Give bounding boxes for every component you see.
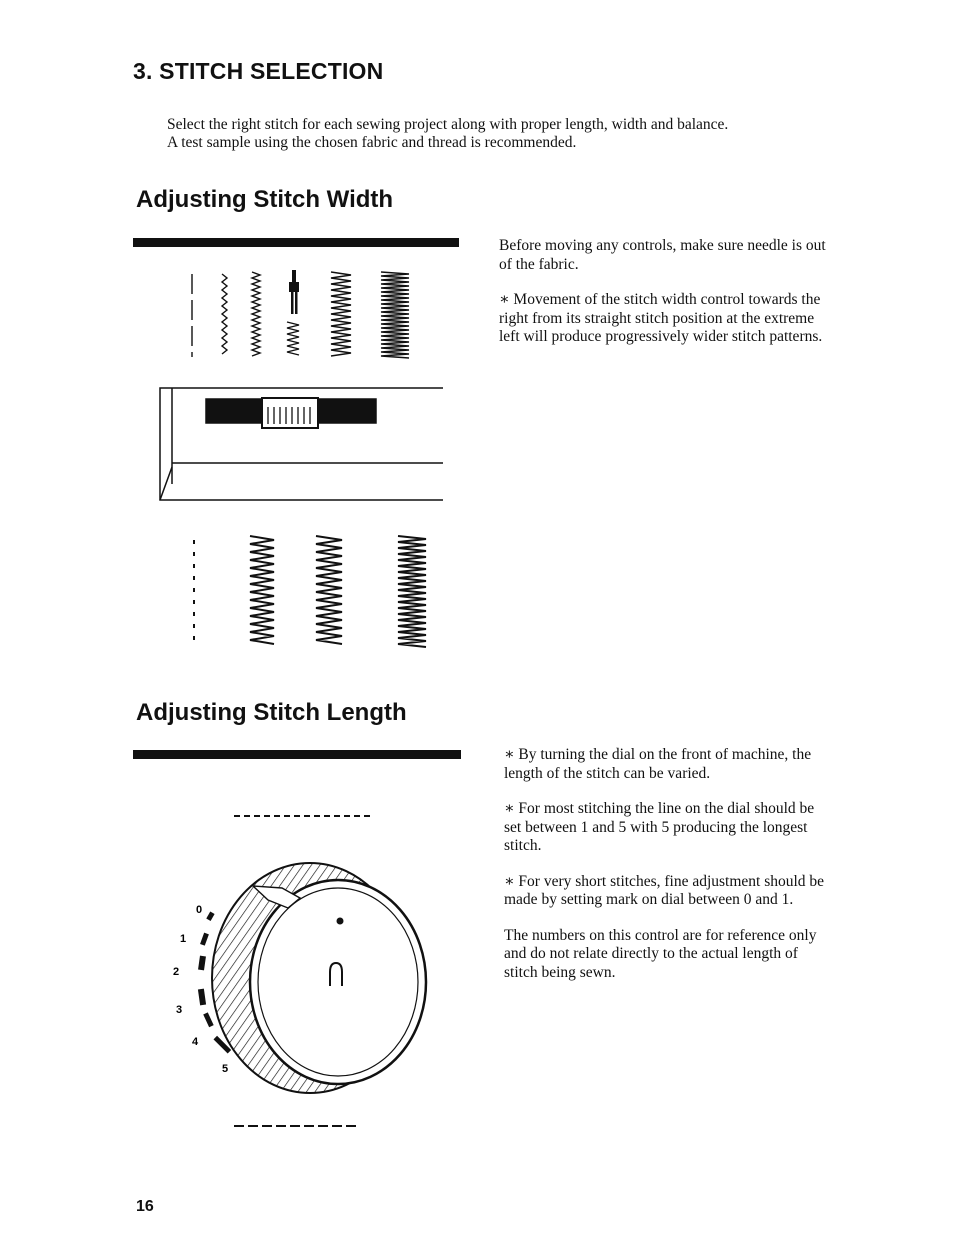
narrow-zigzag-sample: [222, 274, 227, 354]
length-text: [504, 746, 834, 999]
medium-zigzag-sample: [287, 322, 299, 355]
widest-zigzag-sample: [381, 272, 409, 358]
width-heading: Adjusting Stitch Width: [136, 186, 394, 213]
width-heading-rule: [133, 238, 459, 247]
small-zigzag-sample: [252, 272, 260, 356]
needle-icon: [289, 270, 299, 314]
dial-number-3: 3: [176, 1004, 183, 1016]
length-paragraph-4: The numbers on this control are for reference only and do not relate directly to the actual length of stitch being sewn.: [504, 926, 817, 981]
intro-text: [167, 116, 867, 152]
stitch-patterns-bottom-row: [194, 536, 426, 647]
stitch-patterns-top-row: [192, 272, 409, 358]
stitch-width-illustration: [150, 262, 460, 662]
dial-number-0: 0: [196, 904, 203, 916]
length-paragraph-3: ∗ For very short stitches, fine adjustment should be made by setting mark on dial between 0 and 1.: [504, 872, 825, 908]
medium-zigzag-result: [316, 536, 342, 644]
width-text: [499, 237, 834, 364]
width-paragraph-1: Before moving any controls, make sure needle is out of the fabric.: [499, 237, 826, 273]
dial-number-5: 5: [222, 1063, 229, 1075]
width-paragraph-2: ∗ Movement of the stitch width control towards the right from its straight stitch position at the extreme left will produce progressively wider stitch patterns.: [499, 291, 823, 345]
dial-number-2: 2: [173, 966, 180, 978]
intro-line-1: Select the right stitch for each sewing project along with proper length, width and balance.: [167, 116, 729, 133]
stitch-length-dial-illustration: [160, 800, 460, 1140]
dial-face: [250, 880, 426, 1084]
length-dial[interactable]: [212, 863, 426, 1093]
length-paragraph-2: ∗ For most stitching the line on the dial should be set between 1 and 5 with 5 producing the longest stitch.: [504, 800, 815, 854]
dial-number-1: 1: [180, 933, 187, 945]
dial-number-4: 4: [192, 1036, 199, 1048]
wide-zigzag-sample: [331, 272, 351, 356]
length-paragraph-1: ∗ By turning the dial on the front of machine, the length of the stitch can be varied.: [504, 746, 812, 782]
width-control-panel: [160, 388, 443, 500]
narrow-zigzag-result: [250, 536, 274, 644]
section-title: 3. STITCH SELECTION: [133, 58, 384, 84]
dial-dot-icon: [337, 918, 344, 925]
page-number: 16: [136, 1198, 154, 1215]
length-heading: Adjusting Stitch Length: [136, 699, 407, 726]
length-heading-rule: [133, 750, 461, 759]
intro-line-2: A test sample using the chosen fabric and thread is recommended.: [167, 134, 577, 151]
wide-zigzag-result: [398, 536, 426, 647]
